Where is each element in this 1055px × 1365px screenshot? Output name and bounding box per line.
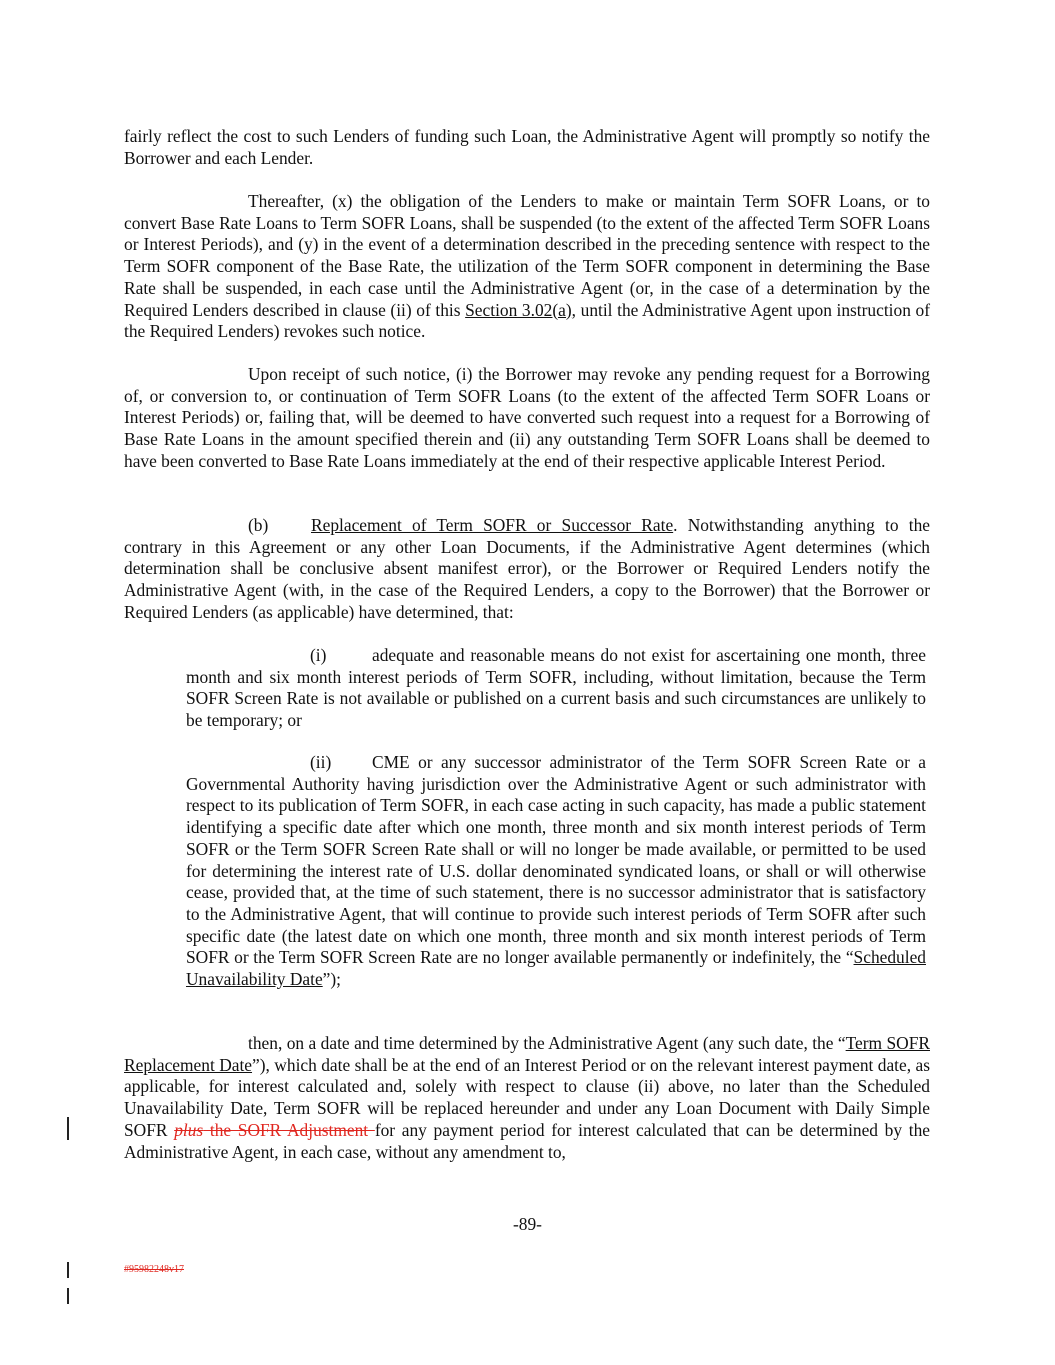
document-id: #95982248v17 (124, 1264, 184, 1275)
paragraph-then-middle: ”), which date shall be at the end of an Interest Period or on the relevant interest payment date, as applicable, for interest calculated and, solely with respect to clause (ii) above, no later than the Scheduled Unavailability Date, Term SOFR will be replaced hereunder and under any Loan Document with Daily Simple SOFR (124, 1054, 930, 1140)
paragraph-then-end: for any payment period for interest calculated that can be determined by the Administrative Agent, in each case, without any amendment to, (124, 1119, 930, 1162)
deleted-text-plus: plus (174, 1119, 204, 1140)
clause-i (186, 645, 926, 732)
clause-i-text: adequate and reasonable means do not exist for ascertaining one month, three month and six month interest periods of Term SOFR, including, without limitation, because the Term SOFR Screen Rate is not available or published on a current basis and such circumstances are unlikely to be temporary; or (186, 645, 926, 731)
deleted-text-sofr-adjustment: the SOFR Adjustment (203, 1119, 375, 1140)
clause-b-text: . Notwithstanding anything to the contrary in this Agreement or any other Loan Documents, if the Administrative Agent determines (which determination shall be conclusive absent manifest error), or the Borrower or Required Lenders notify the Administrative Agent (with, in the case of the Required Lenders, a copy to the Borrower) that the Borrower or Required Lenders (as applicable) have determined, that: (124, 515, 930, 622)
clause-ii-end: ”); (322, 969, 342, 990)
paragraph-thereafter-text: Thereafter, (x) the obligation of the Lenders to make or maintain Term SOFR Loans, or to convert Base Rate Loans to Term SOFR Loans, shall be suspended (to the extent of the affected Term SOFR Loans or Interest Periods), and (y) in the event of a determination described in the preceding sentence with respect to the Term SOFR component of the Base Rate, the utilization of the Term SOFR component in determining the Base Rate shall be suspended, in each case until the Administrative Agent (or, in the case of a determination by the Required Lenders described in clause (ii) of this (124, 191, 930, 320)
clause-b-heading: Replacement of Term SOFR or Successor Rate (311, 515, 674, 535)
change-bar (67, 1117, 69, 1140)
paragraph-carryover: fairly reflect the cost to such Lenders of funding such Loan, the Administrative Agent will promptly so notify the Borrower and each Lender. (124, 126, 930, 168)
defined-term-replacement-date: Term SOFR Replacement Date (124, 1033, 930, 1075)
clause-ii-text: CME or any successor administrator of the Term SOFR Screen Rate or a Governmental Authority having jurisdiction over the Administrative Agent or such administrator with respect to its publication of Term SOFR, in each case acting in such capacity, has made a public statement identifying a specific date after which one month, three month and six month interest periods of Term SOFR or the Term SOFR Screen Rate shall or will no longer be made available, or permitted to be used for determining the interest rate of U.S. dollar denominated syndicated loans, or shall or will otherwise cease, provided that, at the time of such statement, there is no successor administrator that is satisfactory to the Administrative Agent, that will continue to provide such interest periods of Term SOFR after such specific date (the latest date on which one month, three month and six month interest periods of Term SOFR or the Term SOFR Screen Rate are no longer available permanently or indefinitely, the “ (186, 752, 926, 968)
defined-term-scheduled-unavailability: Scheduled Unavailability Date (186, 947, 926, 990)
paragraph-upon-receipt: Upon receipt of such notice, (i) the Borrower may revoke any pending request for a Borrowing of, or conversion to, or continuation of Term SOFR Loans (to the extent of the affected Term SOFR Loans or Interest Periods) or, failing that, will be deemed to have converted such request into a request for a Borrowing of Base Rate Loans in the amount specified therein and (ii) any outstanding Term SOFR Loans shall be deemed to have been converted to Base Rate Loans immediately at the end of their respective applicable Interest Period. (124, 364, 930, 471)
paragraph-then-text: then, on a date and time determined by the Administrative Agent (any such date, the “ (248, 1033, 846, 1053)
paragraph-b (124, 515, 930, 624)
page-number: -89- (513, 1214, 542, 1234)
clause-ii (186, 752, 926, 991)
clause-i-number: (i) (310, 645, 327, 665)
paragraph-then (124, 1033, 930, 1163)
paragraph-thereafter (124, 191, 930, 343)
clause-ii-number: (ii) (310, 752, 332, 772)
clause-b-number: (b) (248, 515, 269, 535)
section-reference: Section 3.02(a) (465, 299, 572, 320)
change-bar (67, 1262, 69, 1278)
change-bar (67, 1288, 69, 1304)
paragraph-thereafter-end: , until the Administrative Agent upon instruction of the Required Lenders) revokes such notice. (124, 299, 930, 342)
